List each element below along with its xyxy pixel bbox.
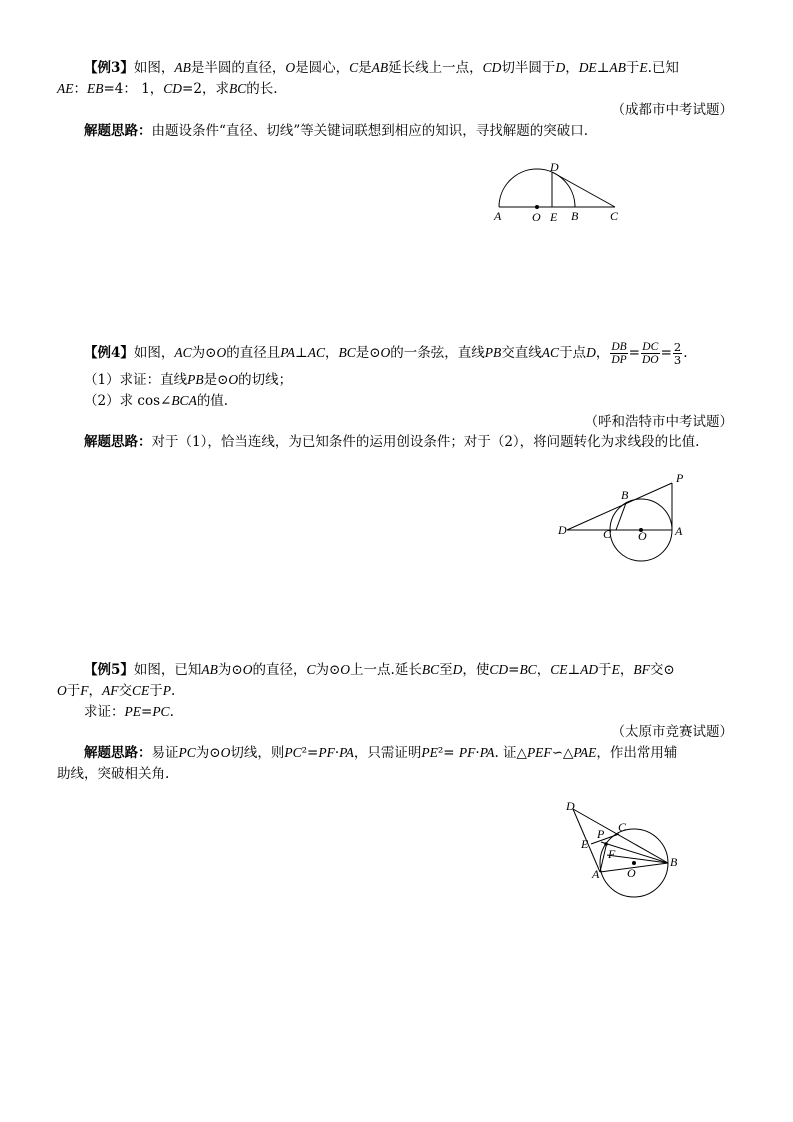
text: ，作出常用辅	[596, 745, 678, 761]
ex4-statement-line1	[84, 339, 764, 367]
var: PB	[187, 372, 204, 387]
label-e: E	[581, 837, 589, 851]
var: C	[306, 662, 316, 677]
var: E	[611, 662, 620, 677]
text: 的直径且	[226, 345, 281, 361]
segment-af	[600, 842, 607, 872]
label-c: C	[603, 527, 612, 541]
label-a: A	[494, 209, 502, 223]
denominator: DP	[611, 354, 627, 366]
label-d: D	[550, 160, 559, 174]
text: 的切线；	[238, 372, 293, 388]
ex3-statement-line1	[84, 58, 764, 78]
text: 是半圆的直径，	[190, 60, 286, 76]
text: 切线，则	[230, 745, 285, 761]
center-dot	[632, 861, 636, 865]
text: 切半圆于	[501, 60, 556, 76]
var: AC	[174, 345, 192, 360]
var: EB	[87, 81, 104, 96]
text: 的值.	[196, 393, 229, 409]
ex3-hint	[84, 121, 764, 141]
ex5-hint-line2: 助线，突破相关角.	[57, 766, 170, 782]
var: O	[57, 683, 67, 698]
text: 易证	[151, 745, 179, 761]
text: ·	[475, 745, 480, 761]
line-db	[573, 809, 668, 863]
var: BC	[228, 81, 247, 96]
text: 是圆心，	[295, 60, 350, 76]
ex5-hint-label: 解题思路：	[84, 745, 152, 761]
label-a: A	[675, 524, 683, 538]
ex3-hint-text: 由题设条件“直径、切线”等关键词联想到相应的知识，寻找解题的突破口.	[151, 123, 589, 139]
text: .	[169, 704, 174, 720]
ex4-figure	[553, 468, 693, 568]
var: D	[586, 345, 596, 360]
point-p-dot	[604, 842, 608, 846]
ex5-figure	[560, 798, 690, 903]
fraction-db-dp	[610, 341, 627, 366]
var: AC	[307, 345, 325, 360]
numerator: 2	[673, 340, 682, 354]
text: 交	[118, 683, 132, 699]
ex5-statement-line2	[57, 681, 737, 701]
var: BC	[519, 662, 537, 677]
var: O	[220, 745, 231, 760]
var: PF	[458, 745, 476, 760]
ex4-source: （呼和浩特市中考试题）	[584, 414, 733, 430]
text: ·	[334, 745, 340, 761]
var: CD	[482, 60, 502, 75]
text: 如图，已知	[133, 662, 202, 678]
text: ∽△	[551, 745, 574, 761]
text: 为⊙	[315, 662, 341, 678]
var: O	[340, 662, 351, 677]
text: 的一条弦，直线	[390, 345, 485, 361]
ex5-hint-line1	[84, 743, 764, 763]
text: ，	[536, 662, 551, 678]
label-o: O	[627, 866, 636, 880]
text: 求证：	[84, 704, 125, 720]
var: PE	[421, 745, 438, 760]
label-c: C	[618, 820, 627, 834]
label-d: D	[558, 523, 567, 537]
label-o: O	[638, 529, 647, 543]
text: ²=	[437, 745, 459, 761]
tangent-cd	[552, 172, 615, 207]
text: =	[628, 345, 640, 361]
var: AE	[57, 81, 74, 96]
text: 为⊙	[195, 745, 221, 761]
ex4-hint	[84, 432, 764, 452]
segment-ce	[591, 834, 619, 844]
ex3-tag: 【例3】	[84, 60, 134, 76]
var: AC	[541, 345, 560, 360]
var: CE	[550, 662, 568, 677]
text: 延长线上一点，	[388, 60, 483, 76]
text: .已知	[647, 60, 679, 76]
text: 交⊙	[649, 662, 675, 678]
text: 于	[598, 662, 612, 678]
text: ，使	[462, 662, 490, 678]
ex3-figure	[490, 160, 630, 226]
label-d: D	[566, 799, 575, 813]
label-a: A	[592, 867, 600, 881]
text: 于	[66, 683, 81, 699]
ex3-statement-line2	[57, 79, 737, 99]
text: .	[683, 345, 688, 361]
text: （2）求 cos∠	[84, 393, 172, 409]
var: E	[639, 60, 648, 75]
text: 至	[439, 662, 453, 678]
text: 的直径，	[252, 662, 307, 678]
var: PC	[178, 745, 196, 760]
text: =	[141, 704, 153, 720]
fraction-dc-do	[641, 341, 660, 366]
label-f: F	[608, 847, 616, 861]
label-b: B	[621, 488, 629, 502]
text: 的长.	[246, 81, 278, 97]
var: C	[349, 60, 359, 75]
label-b: B	[670, 855, 678, 869]
text: ，	[324, 345, 339, 361]
label-o: O	[532, 210, 541, 224]
text: 如图，	[133, 60, 175, 76]
segment-bf	[607, 855, 668, 863]
text: 于	[625, 60, 640, 76]
text: .	[171, 683, 176, 699]
text: ，	[565, 60, 579, 76]
var: PF	[318, 745, 335, 760]
text: 是⊙	[355, 345, 381, 361]
text: 如图，	[133, 345, 175, 361]
text: 是	[358, 60, 372, 76]
ex5-statement-line1	[84, 660, 764, 680]
label-p: P	[676, 471, 684, 485]
text: =2，求	[182, 81, 229, 97]
text: =	[660, 345, 672, 361]
label-b: B	[571, 209, 579, 223]
var: PE	[124, 704, 141, 719]
var: BCA	[171, 393, 197, 408]
var: D	[452, 662, 463, 677]
text: ，	[88, 683, 102, 699]
text: ，只需证明	[353, 745, 422, 761]
ex4-hint-text: 对于（1），恰当连线，为已知条件的运用创设条件；对于（2），将问题转化为求线段的比值.	[151, 434, 700, 450]
denominator: 3	[673, 353, 682, 367]
line-dp	[567, 483, 672, 530]
var: CD	[163, 81, 183, 96]
text: =4： 1，	[103, 81, 164, 97]
var: AB	[174, 60, 191, 75]
text: ⊥	[596, 60, 610, 76]
var: CD	[489, 662, 509, 677]
text: ，	[595, 345, 610, 361]
var: PB	[484, 345, 502, 360]
var: PAE	[573, 745, 597, 760]
ex5-prove	[84, 702, 764, 722]
text: =	[508, 662, 520, 678]
semicircle-arc	[499, 169, 575, 207]
var: PA	[280, 345, 295, 360]
var: PA	[479, 745, 495, 760]
var: O	[242, 662, 253, 677]
var: O	[216, 345, 227, 360]
text: ：	[73, 81, 87, 97]
center-dot	[535, 205, 539, 209]
var: AF	[102, 683, 119, 698]
var: P	[162, 683, 172, 698]
text: 交直线	[501, 345, 542, 361]
var: O	[285, 60, 296, 75]
var: PC	[284, 745, 302, 760]
var: AB	[609, 60, 626, 75]
text: 于	[149, 683, 163, 699]
var: AB	[371, 60, 389, 75]
ex4-hint-label: 解题思路：	[84, 434, 152, 450]
ex4-question2	[84, 391, 764, 411]
ex3-hint-label: 解题思路：	[84, 123, 152, 139]
text: ⊥	[567, 662, 581, 678]
var: DE	[578, 60, 597, 75]
var: BF	[633, 662, 650, 677]
var: BC	[338, 345, 356, 360]
text: 于点	[559, 345, 587, 361]
text: 为⊙	[191, 345, 217, 361]
var: D	[555, 60, 566, 75]
ex4-tag: 【例4】	[84, 345, 134, 361]
text: 为⊙	[217, 662, 243, 678]
var: AD	[580, 662, 599, 677]
var: F	[80, 683, 89, 698]
text: 上一点.延长	[350, 662, 422, 678]
text: 是⊙	[203, 372, 229, 388]
denominator: DO	[641, 354, 659, 366]
var: O	[380, 345, 391, 360]
label-e: E	[550, 210, 558, 224]
ex3-source: （成都市中考试题）	[611, 102, 733, 118]
text: （1）求证：直线	[84, 372, 188, 388]
text: ⊥	[295, 345, 308, 361]
fraction-2-3	[673, 341, 682, 366]
var: O	[228, 372, 239, 387]
numerator: DC	[642, 341, 659, 353]
label-p: P	[597, 827, 605, 841]
label-c: C	[610, 209, 619, 223]
text: ，	[619, 662, 634, 678]
var: PC	[152, 704, 170, 719]
var: PEF	[526, 745, 552, 760]
numerator: DB	[611, 341, 627, 353]
var: BC	[421, 662, 440, 677]
text: ²=	[301, 745, 319, 761]
ex5-source: （太原市竞赛试题）	[611, 724, 733, 740]
var: AB	[201, 662, 218, 677]
var: CE	[132, 683, 150, 698]
text: . 证△	[494, 745, 527, 761]
ex4-question1	[84, 370, 764, 390]
var: PA	[339, 745, 354, 760]
ex5-tag: 【例5】	[84, 662, 134, 678]
